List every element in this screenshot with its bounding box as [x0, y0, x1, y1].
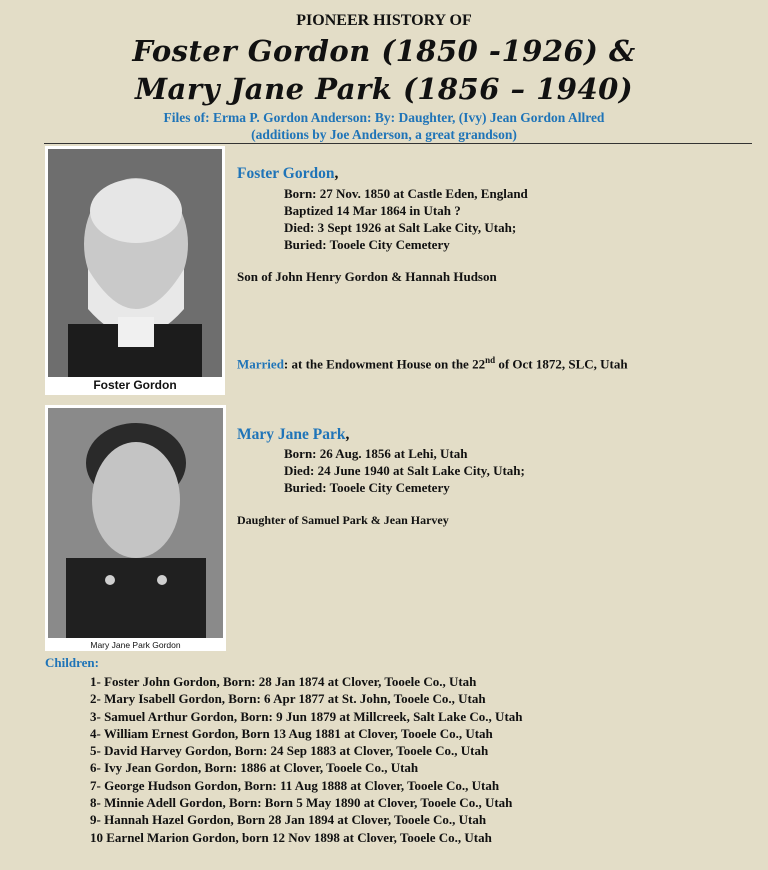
- mary-buried: Buried: Tooele City Cemetery: [284, 480, 450, 495]
- child-item: 6- Ivy Jean Gordon, Born: 1886 at Clover, Tooele Co., Utah: [90, 760, 419, 776]
- marriage-ordinal: nd: [485, 355, 496, 365]
- credits-line-2: (additions by Joe Anderson, a great grandson): [251, 127, 517, 142]
- mary-died: Died: 24 June 1940 at Salt Lake City, Utah;: [284, 463, 525, 478]
- foster-baptized: Baptized 14 Mar 1864 in Utah ?: [284, 203, 461, 218]
- child-item: 3- Samuel Arthur Gordon, Born: 9 Jun 1879 at Millcreek, Salt Lake Co., Utah: [90, 708, 523, 724]
- children-label: Children:: [45, 655, 99, 670]
- title-line-mary: Mary Jane Park (1856 – 1940): [134, 72, 634, 106]
- child-item: 4- William Ernest Gordon, Born 13 Aug 1881 at Clover, Tooele Co., Utah: [90, 725, 493, 741]
- marriage-line: [237, 355, 628, 372]
- title-line-foster: Foster Gordon (1850 -1926) &: [132, 34, 636, 68]
- child-item: 1- Foster John Gordon, Born: 28 Jan 1874 at Clover, Tooele Co., Utah: [90, 674, 477, 689]
- child-item: 2- Mary Isabell Gordon, Born: 6 Apr 1877 at St. John, Tooele Co., Utah: [90, 691, 486, 707]
- mary-name: Mary Jane Park: [237, 426, 346, 443]
- marriage-text-after: of Oct 1872, SLC, Utah: [495, 356, 628, 372]
- mary-jane-park-photo: [45, 405, 226, 651]
- mary-name-comma: ,: [345, 426, 350, 443]
- foster-parents: Son of John Henry Gordon & Hannah Hudson: [237, 269, 497, 284]
- child-item: 8- Minnie Adell Gordon, Born: Born 5 May 1890 at Clover, Tooele Co., Utah: [90, 795, 513, 811]
- marriage-text-before: : at the Endowment House on the 22: [283, 356, 486, 372]
- foster-born: Born: 27 Nov. 1850 at Castle Eden, England: [284, 186, 528, 201]
- mary-name-heading: [237, 426, 349, 444]
- mary-parents: Daughter of Samuel Park & Jean Harvey: [237, 513, 449, 527]
- married-label: Married: [237, 356, 284, 372]
- foster-buried: Buried: Tooele City Cemetery: [284, 237, 450, 252]
- foster-photo-caption: Foster Gordon: [93, 378, 177, 392]
- page-title: PIONEER HISTORY OF: [296, 12, 472, 29]
- mary-portrait-image: [48, 408, 223, 638]
- foster-name: Foster Gordon: [237, 165, 335, 182]
- foster-died: Died: 3 Sept 1926 at Salt Lake City, Utah;: [284, 220, 517, 235]
- foster-gordon-photo: [45, 146, 225, 395]
- foster-name-heading: [237, 165, 338, 183]
- children-list: [90, 673, 523, 846]
- mary-photo-caption: Mary Jane Park Gordon: [90, 640, 181, 650]
- child-item: 7- George Hudson Gordon, Born: 11 Aug 1888 at Clover, Tooele Co., Utah: [90, 777, 500, 793]
- child-item: 5- David Harvey Gordon, Born: 24 Sep 1883 at Clover, Tooele Co., Utah: [90, 743, 489, 759]
- foster-name-comma: ,: [334, 165, 339, 182]
- child-item: 10 Earnel Marion Gordon, born 12 Nov 1898 at Clover, Tooele Co., Utah: [90, 829, 492, 845]
- header-divider: [44, 143, 752, 144]
- child-item: 9- Hannah Hazel Gordon, Born 28 Jan 1894 at Clover, Tooele Co., Utah: [90, 812, 487, 828]
- foster-portrait-image: [48, 149, 222, 377]
- mary-born: Born: 26 Aug. 1856 at Lehi, Utah: [284, 446, 468, 461]
- credits-line-1: Files of: Erma P. Gordon Anderson: By: Daughter, (Ivy) Jean Gordon Allred: [163, 110, 605, 125]
